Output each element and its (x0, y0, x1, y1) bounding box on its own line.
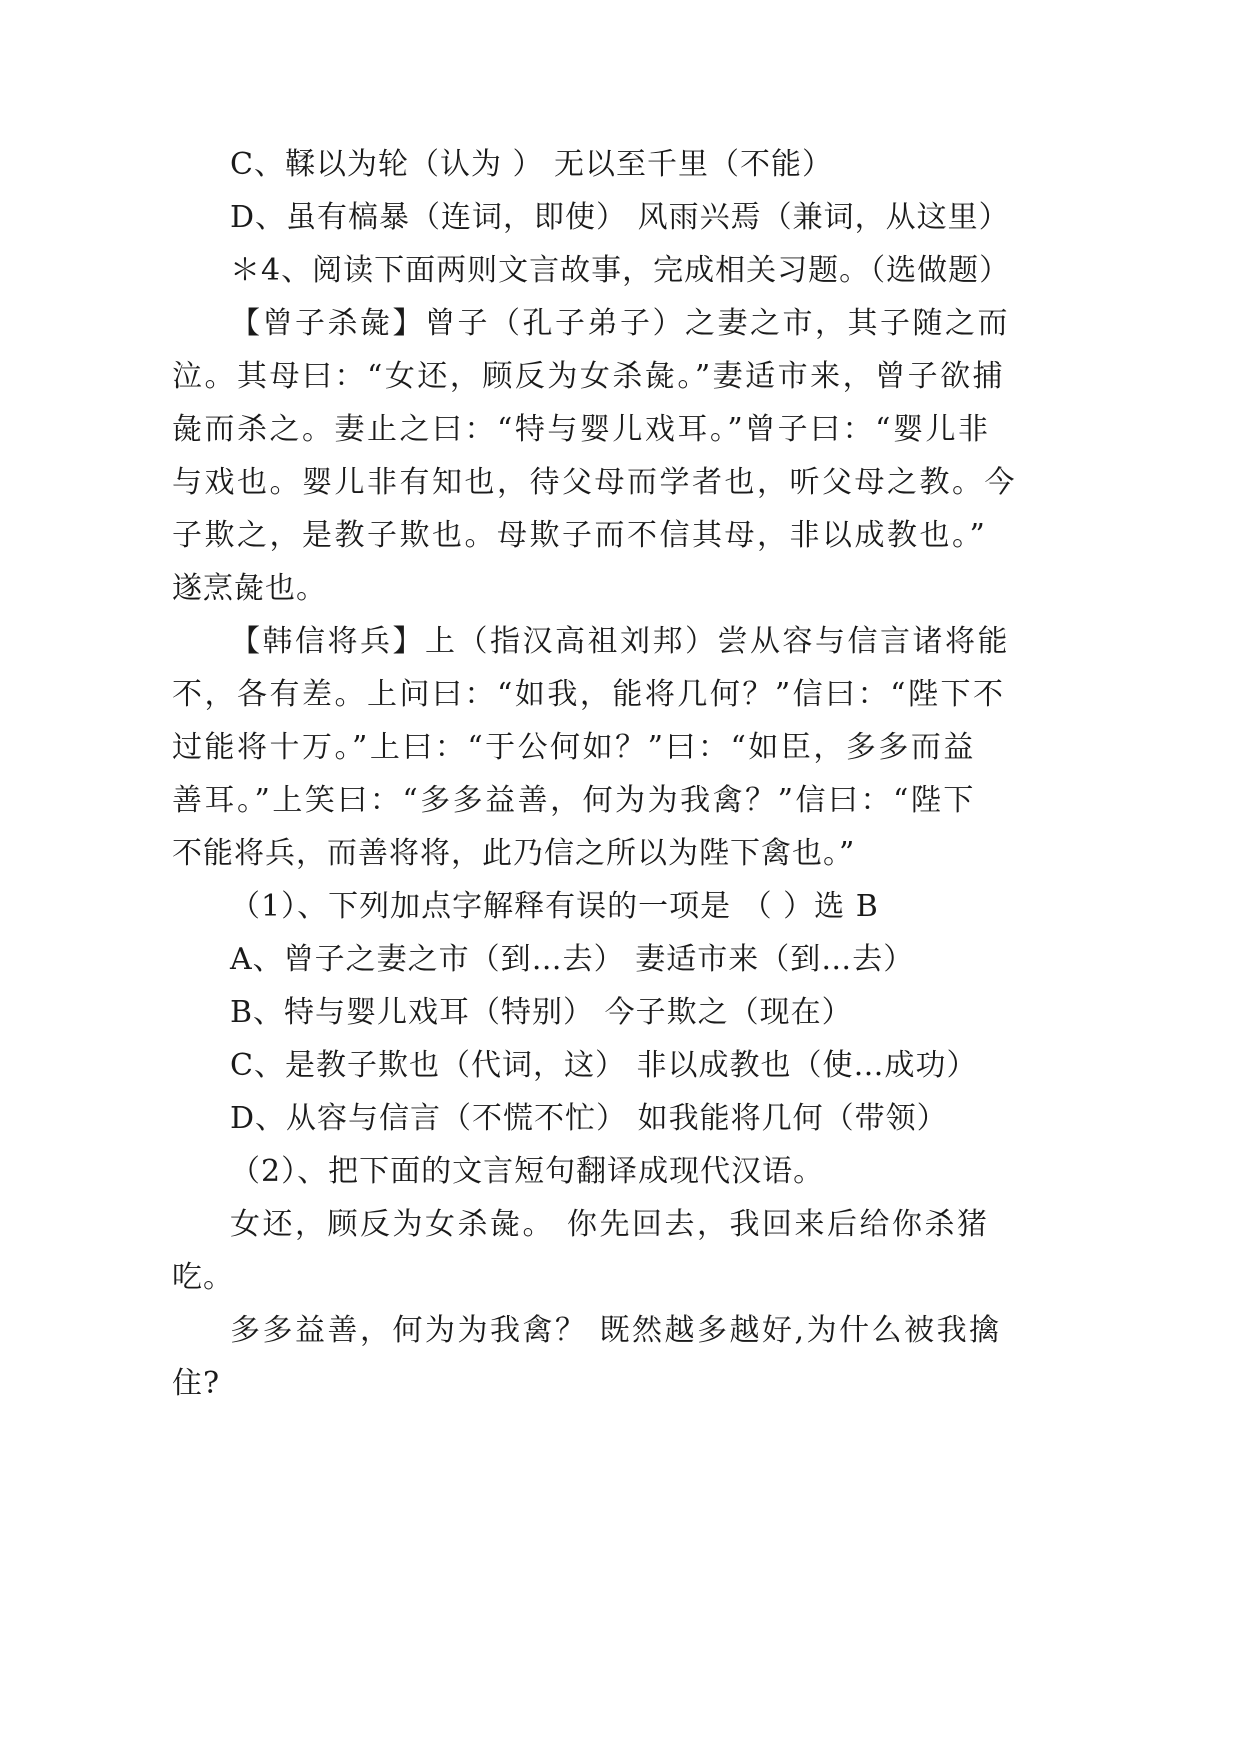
passage-1-line-5: 子欺之，是教子欺也。母欺子而不信其母，非以成教也。” (172, 518, 988, 553)
subquestion-1-option-d: D、从容与信言（不慌不忙） 如我能将几何（带领） (230, 1101, 948, 1136)
subquestion-1-option-a: A、曾子之妻之市（到…去） 妻适市来（到…去） (230, 942, 915, 977)
passage-2-line-4: 善耳。”上笑曰：“多多益善，何为为我禽？”信曰：“陛下 (172, 783, 976, 818)
translation-2-line-1: 多多益善，何为为我禽？ 既然越多越好,为什么被我擒 (230, 1313, 1002, 1348)
option-c-line: C、鞣以为轮（认为 ） 无以至千里（不能） (230, 147, 834, 182)
translation-2-line-2: 住? (172, 1366, 221, 1401)
question-4-heading: ＊4、阅读下面两则文言故事，完成相关习题。（选做题） (230, 253, 1011, 288)
passage-2-line-2: 不，各有差。上问曰：“如我，能将几何？”信曰：“陛下不 (172, 677, 1006, 712)
translation-1-line-1: 女还，顾反为女杀彘。 你先回去，我回来后给你杀猪 (230, 1207, 990, 1242)
subquestion-1-option-b: B、特与婴儿戏耳（特别） 今子欺之（现在） (230, 995, 853, 1030)
passage-2-line-5: 不能将兵，而善将将，此乃信之所以为陛下禽也。” (172, 836, 856, 871)
passage-2-line-3: 过能将十万。”上曰：“于公何如？”曰：“如臣，多多而益 (172, 730, 976, 765)
passage-1-line-3: 彘而杀之。妻止之曰：“特与婴儿戏耳。”曾子曰：“婴儿非 (172, 412, 991, 447)
passage-1-line-6: 遂烹彘也。 (172, 571, 327, 606)
translation-1-line-2: 吃。 (172, 1260, 234, 1295)
passage-2-line-1: 【韩信将兵】上（指汉高祖刘邦）尝从容与信言诸将能 (230, 624, 1010, 659)
subquestion-1-option-c: C、是教子欺也（代词，这） 非以成教也（使…成功） (230, 1048, 978, 1083)
passage-1-line-1: 【曾子杀彘】曾子（孔子弟子）之妻之市，其子随之而 (230, 306, 1010, 341)
passage-1-line-4: 与戏也。婴儿非有知也，待父母而学者也，听父母之教。今 (172, 465, 1017, 500)
subquestion-1: （1）、下列加点字解释有误的一项是 （ ）选 B (230, 889, 879, 924)
option-d-line: D、虽有槁暴（连词，即使） 风雨兴焉（兼词，从这里） (230, 200, 1010, 235)
passage-1-line-2: 泣。其母曰：“女还，顾反为女杀彘。”妻适市来，曾子欲捕 (172, 359, 1006, 394)
subquestion-2: （2）、把下面的文言短句翻译成现代汉语。 (230, 1154, 825, 1189)
